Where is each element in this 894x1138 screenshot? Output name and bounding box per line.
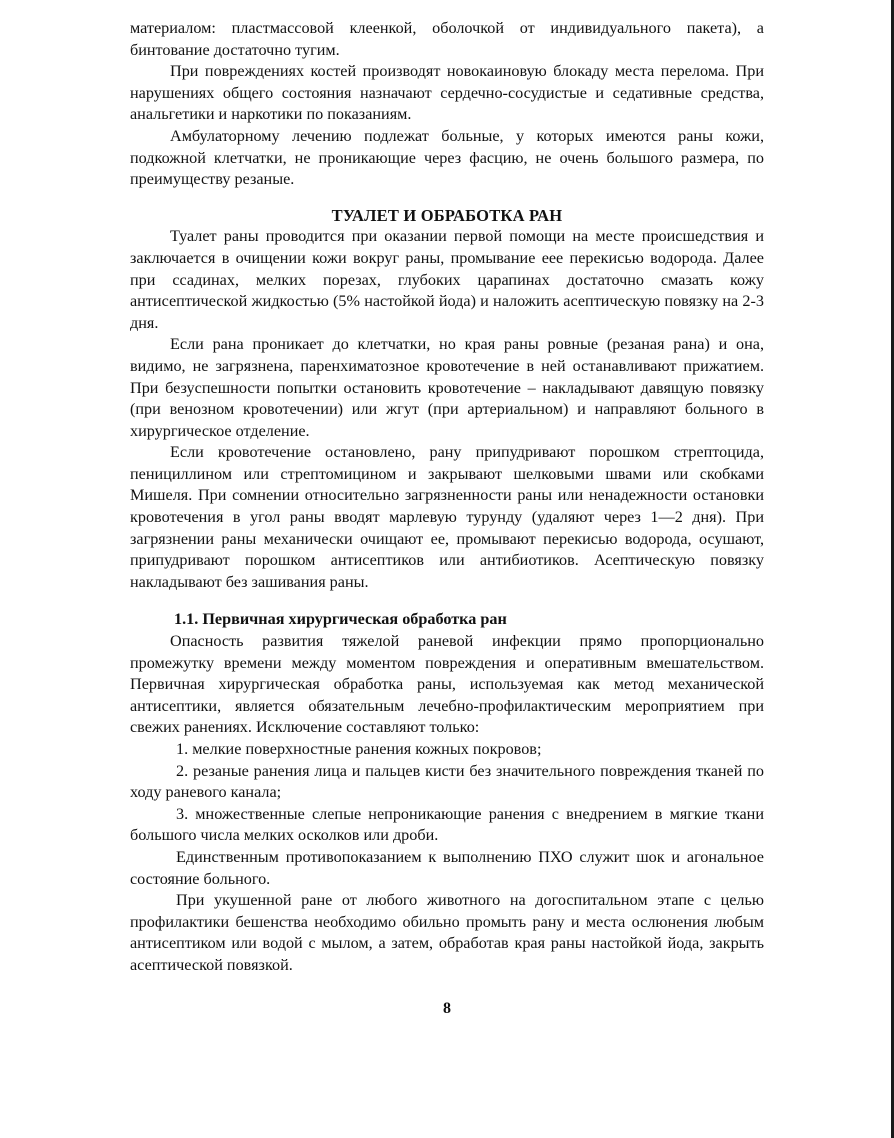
paragraph: Если рана проникает до клетчатки, но края раны ровные (резаная рана) и она, видимо, не загрязнена, паренхиматозное кровотечение в ней останавливают прижатием. При безуспешности попытки остановить кровотечение – накладывают давящую повязку (при венозном кровотечении) или жгут (при артериальном) и направляют больного в хирургическое отделение. [130,335,764,440]
paragraph: Туалет раны проводится при оказании первой помощи на месте происшедствия и заключается в очищении кожи вокруг раны, промывание ееe перекисью водорода. Далее при ссадинах, мелких порезах, глубоких царапинах достаточно смазать кожу антисептической жидкостью (5% настойкой йода) и наложить асептическую повязку на 2-3 дня. [130,227,764,332]
paragraph: материалом: пластмассовой клеенкой, оболочкой от индивидуального пакета), а бинтование достаточно тугим. [130,19,764,59]
paragraph: Амбулаторному лечению подлежат больные, у которых имеются раны кожи, подкожной клетчатки, не проникающие через фасцию, не очень большого размера, по преимуществу резаные. [130,126,764,189]
paragraph: Если кровотечение остановлено, рану припудривают порошком стрептоцида, пенициллином или стрептомицином и закрывают шелковыми швами или скобками Мишеля. При сомнении относительно загрязненности раны или ненадежности остановки кровотечения в угол раны вводят марлевую турунду (удаляют через 1—2 дня). При загрязнении раны механически очищают ее, промывают перекисью водорода, осушают, припудривают порошком антисептиков или антибиотиков. Асептическую повязку накладывают без зашивания раны. [130,443,764,591]
paragraph: При укушенной ране от любого животного на догоспитальном этапе с целью профилактики бешенства необходимо обильно промыть рану и места ослюнения любым антисептиком или водой с мылом, а затем, обработав края раны настойкой йода, закрыть асептической повязкой. [130,891,764,974]
page-number: 8 [443,1000,451,1017]
list-item: 3. множественные слепые непроникающие ранения с внедрением в мягкие ткани большого числа мелких осколков или дроби. [130,804,764,845]
document-page [130,18,764,977]
list-item: 1. мелкие поверхностные ранения кожных покровов; [176,740,542,758]
paragraph: Единственным противопоказанием к выполнению ПХО служит шок и агональное состояние больного. [130,847,764,888]
paragraph: При повреждениях костей производят новокаиновую блокаду места перелома. При нарушениях общего состояния назначают сердечно-сосудистые и седативные средства, анальгетики и наркотики по показаниям. [130,62,764,124]
list-item: 2. резаные ранения лица и пальцев кисти без значительного повреждения тканей по ходу раневого канала; [130,761,764,802]
section-heading: ТУАЛЕТ И ОБРАБОТКА РАН [331,205,563,225]
paragraph: Опасность развития тяжелой раневой инфекции прямо пропорционально промежутку времени между моментом повреждения и оперативным вмешательством. Первичная хирургическая обработка раны, используемая как метод механической антисептики, является обязательным лечебно-профилактическим мероприятием при свежих ранениях. Исключение составляют только: [130,632,764,737]
subsection-heading: 1.1. Первичная хирургическая обработка ран [174,610,507,629]
